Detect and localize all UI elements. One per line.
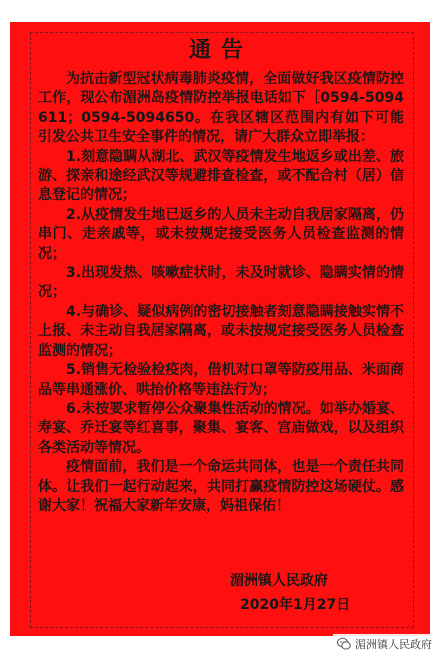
notice-paragraph-closing: 疫情面前，我们是一个命运共同体，也是一个责任共同体。让我们一起行动起来，共同打赢疫情防控这场硬仗。感谢大家！祝福大家新年安康，妈祖保佑！ [38, 459, 404, 514]
notice-paragraph-intro: 为抗击新型冠状病毒肺炎疫情，全面做好我区疫情防控工作，现公布湄洲岛疫情防控举报电话如下［0594-5094611；0594-5094650。在我区辖区范围内有如下可能引发公共卫生安全事件的情况，请广大群众立即举报： [38, 71, 404, 146]
notice-title: 通告 [188, 38, 253, 63]
notice-content [38, 38, 404, 516]
notice-paragraph-item-6: 6.未按要求暂停公众聚集性活动的情况。如举办婚宴、寿宴、乔迁宴等红喜事，聚集、宴客、宫庙做戏，以及组织各类活动等情况。 [38, 400, 404, 456]
notice-date: 2020年1月27日 [240, 597, 351, 613]
notice-paragraph-item-1: 1.刻意隐瞒从湖北、武汉等疫情发生地返乡或出差、旅游、探亲和途经武汉等规避排查检查，或不配合村（居）信息登记的情况； [38, 148, 404, 204]
notice-paragraph-item-5: 5.销售无检验检疫肉，借机对口罩等防疫用品、米面商品等串通涨价、哄抬价格等违法行为； [38, 362, 404, 398]
notice-paragraph-item-3: 3.出现发热、咳嗽症状时，未及时就诊、隐瞒实情的情况； [38, 265, 404, 301]
notice-signature: 湄洲镇人民政府 [230, 573, 328, 589]
notice-paragraph-item-2: 2.从疫情发生地已返乡的人员未主动自我居家隔离，仍串门、走亲戚等，或未按规定接受医务人员检查监测的情况； [38, 206, 404, 262]
notice-panel [10, 22, 430, 636]
watermark-text: 湄洲镇人民政府 [355, 638, 432, 651]
wechat-icon [337, 637, 351, 651]
wechat-watermark [333, 634, 436, 654]
notice-paragraph-item-4: 4.与确诊、疑似病例的密切接触者刻意隐瞒接触实情不上报、未主动自我居家隔离，或未按规定接受医务人员检查监测的情况； [38, 303, 404, 359]
